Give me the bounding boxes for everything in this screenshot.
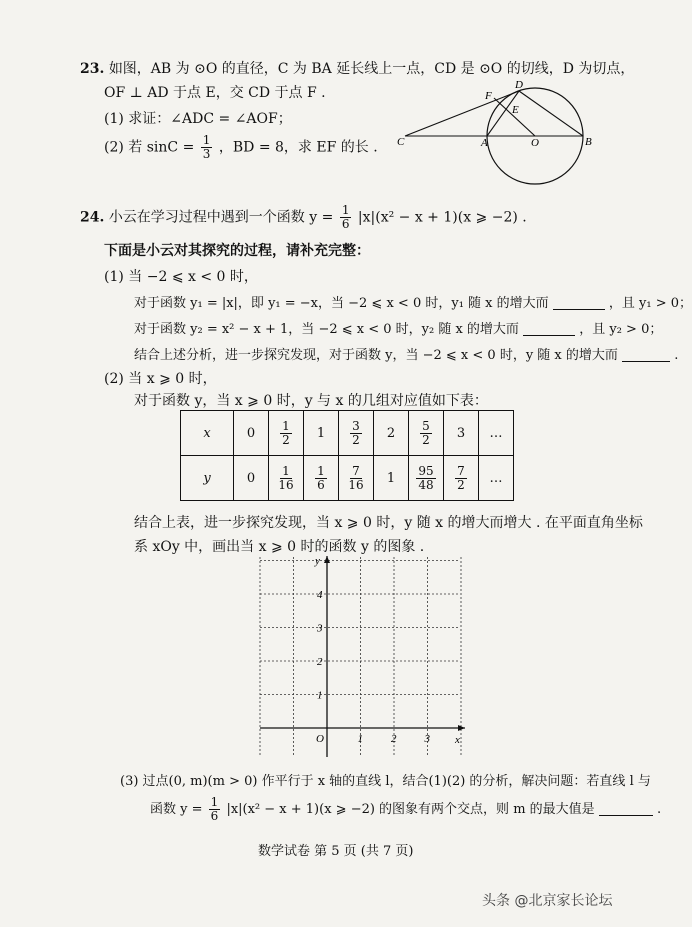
table-cell xyxy=(339,456,374,501)
table-row-y xyxy=(181,456,514,501)
table-fraction xyxy=(416,465,435,492)
page-footer: 数学试卷 第 5 页 (共 7 页) xyxy=(258,844,414,859)
table-fraction xyxy=(420,420,432,447)
q23-sin-fraction xyxy=(201,134,213,161)
table-cell xyxy=(409,456,444,501)
p1-line1-a: 对于函数 y₁ = |x|，即 y₁ = −x，当 −2 ⩽ x < 0 时，y₁ 随 x 的增大而 xyxy=(134,296,549,311)
q23-part2-a: (2) 若 sinC = xyxy=(104,139,195,156)
answer-blank-4[interactable] xyxy=(599,801,653,816)
table-cell xyxy=(339,411,374,456)
y-axis-label: y xyxy=(315,555,320,567)
label-o: O xyxy=(531,137,539,149)
label-c: C xyxy=(397,136,405,148)
q24-intro-b: |x|(x² − x + 1)(x ⩾ −2) . xyxy=(357,209,527,226)
q24-number: 24. xyxy=(80,209,105,226)
fraction-numerator: 95 xyxy=(418,463,434,478)
table-cell: 2 xyxy=(374,411,409,456)
fraction-denominator: 2 xyxy=(422,432,430,447)
table-cell: 0 xyxy=(234,411,269,456)
q24-p1-line3 xyxy=(134,344,678,363)
q23-line1 xyxy=(80,58,634,78)
p3-line2-a: 函数 y = xyxy=(150,802,203,817)
table-fraction xyxy=(455,465,467,492)
q24-p3-fraction xyxy=(209,796,221,823)
q24-subtitle: 下面是小云对其探究的过程，请补充完整： xyxy=(104,243,370,259)
table-cell: 0 xyxy=(234,456,269,501)
watermark: 头条 @北京家长论坛 xyxy=(482,893,613,909)
q23-text-1: 如图，AB 为 ⊙O 的直径，C 为 BA 延长线上一点，CD 是 ⊙O 的切线，D 为切点， xyxy=(108,61,635,77)
x-tick-label: 3 xyxy=(424,733,430,745)
q24-p2-line2: 结合上表，进一步探究发现，当 x ⩾ 0 时，y 随 x 的增大而增大 . 在平面直角坐标 xyxy=(134,515,643,531)
q23-part2-b: ，BD = 8，求 EF 的长 . xyxy=(218,139,378,156)
segment-db xyxy=(519,91,583,136)
table-cell xyxy=(269,456,304,501)
q24-p1-line1 xyxy=(134,292,692,311)
y-tick-label: 3 xyxy=(317,622,323,635)
label-d: D xyxy=(515,79,523,91)
fraction-numerator: 1 xyxy=(202,133,211,147)
fraction-denominator: 48 xyxy=(418,477,434,492)
fraction-numerator: 1 xyxy=(341,203,350,217)
fraction-denominator: 2 xyxy=(457,477,465,492)
q24-intro xyxy=(80,204,527,231)
q23-geometry-figure xyxy=(395,78,600,158)
table-fraction xyxy=(280,420,292,447)
tick-labels xyxy=(316,589,431,745)
label-f: F xyxy=(485,90,492,102)
table-cell: 3 xyxy=(444,411,479,456)
answer-blank-2[interactable] xyxy=(523,321,575,336)
p1-line3-b: . xyxy=(674,348,679,363)
fraction-denominator: 16 xyxy=(278,477,294,492)
y-tick-label: 4 xyxy=(317,589,323,601)
q24-intro-a: 小云在学习过程中遇到一个函数 y = xyxy=(108,209,334,226)
y-tick-label: 2 xyxy=(317,656,323,668)
q23-number: 23. xyxy=(80,61,105,77)
fraction-numerator: 1 xyxy=(282,418,290,433)
answer-blank-3[interactable] xyxy=(622,347,670,362)
coordinate-grid[interactable] xyxy=(255,552,470,762)
fraction-denominator: 2 xyxy=(352,432,360,447)
table-header-x: x xyxy=(181,411,234,456)
fraction-denominator: 16 xyxy=(348,477,364,492)
table-row-x xyxy=(181,411,514,456)
table-cell: … xyxy=(479,411,514,456)
x-axis-arrow xyxy=(458,725,465,731)
table-fraction xyxy=(346,465,365,492)
q24-p1-head: (1) 当 −2 ⩽ x < 0 时， xyxy=(104,269,258,285)
fraction-denominator: 6 xyxy=(317,477,325,492)
q24-p3-line2 xyxy=(150,796,661,823)
q24-fraction xyxy=(340,204,352,231)
q24-p2-head: (2) 当 x ⩾ 0 时， xyxy=(104,371,217,387)
table-cell: … xyxy=(479,456,514,501)
fraction-denominator: 6 xyxy=(210,809,219,823)
fraction-denominator: 3 xyxy=(202,147,211,161)
q24-p1-line2 xyxy=(134,318,662,337)
fraction-numerator: 7 xyxy=(352,463,360,478)
fraction-numerator: 3 xyxy=(352,418,360,433)
table-header-y: y xyxy=(181,456,234,501)
y-axis-arrow xyxy=(324,556,330,563)
x-tick-label: 1 xyxy=(357,733,363,745)
table-cell xyxy=(304,456,339,501)
grid-lines xyxy=(260,557,461,757)
table-fraction xyxy=(315,465,327,492)
origin-label: O xyxy=(316,733,324,745)
tangent-cd xyxy=(405,91,519,136)
table-cell: 1 xyxy=(374,456,409,501)
fraction-numerator: 1 xyxy=(210,795,219,809)
p3-line2-c: . xyxy=(656,802,662,817)
fraction-denominator: 6 xyxy=(341,217,350,231)
q23-part2 xyxy=(104,134,378,161)
value-table xyxy=(180,410,514,501)
p3-line2-b: |x|(x² − x + 1)(x ⩾ −2) 的图象有两个交点，则 m 的最大值是 xyxy=(226,802,595,817)
q24-p2-line1: 对于函数 y，当 x ⩾ 0 时，y 与 x 的几组对应值如下表： xyxy=(134,393,488,409)
label-b: B xyxy=(585,136,592,148)
fraction-numerator: 1 xyxy=(282,463,290,478)
answer-blank-1[interactable] xyxy=(553,295,605,310)
table-cell xyxy=(409,411,444,456)
p1-line3-a: 结合上述分析，进一步探究发现，对于函数 y，当 −2 ⩽ x < 0 时，y 随 x 的增大而 xyxy=(134,348,618,363)
table-fraction xyxy=(350,420,362,447)
q23-part1: (1) 求证：∠ADC = ∠AOF； xyxy=(104,111,292,127)
label-e: E xyxy=(512,104,519,116)
fraction-numerator: 1 xyxy=(317,463,325,478)
p1-line2-b: ，且 y₂ > 0； xyxy=(579,322,663,337)
table-cell xyxy=(444,456,479,501)
q24-p2-line3: 系 xOy 中，画出当 x ⩾ 0 时的函数 y 的图象 . xyxy=(134,539,425,555)
fraction-numerator: 5 xyxy=(422,418,430,433)
p1-line2-a: 对于函数 y₂ = x² − x + 1，当 −2 ⩽ x < 0 时，y₂ 随 x 的增大而 xyxy=(134,322,519,337)
x-axis-label: x xyxy=(455,734,460,746)
table-fraction xyxy=(276,465,295,492)
table-cell: 1 xyxy=(304,411,339,456)
table-cell xyxy=(269,411,304,456)
x-tick-label: 2 xyxy=(391,733,397,745)
q24-p3-line1: (3) 过点(0, m)(m > 0) 作平行于 x 轴的直线 l，结合(1)(2) 的分析，解决问题：若直线 l 与 xyxy=(120,774,651,789)
label-a: A xyxy=(481,137,488,149)
q23-line2: OF ⊥ AD 于点 E，交 CD 于点 F . xyxy=(104,85,326,101)
fraction-denominator: 2 xyxy=(282,432,290,447)
fraction-numerator: 7 xyxy=(457,463,465,478)
y-tick-label: 1 xyxy=(317,689,323,702)
p1-line1-b: ，且 y₁ > 0； xyxy=(608,296,692,311)
